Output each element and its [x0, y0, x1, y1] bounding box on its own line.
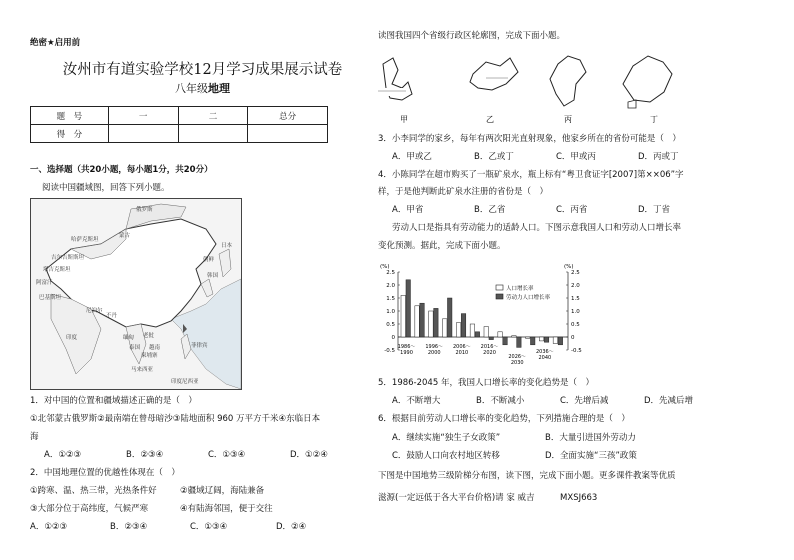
score-table-row [31, 107, 328, 125]
q6-stem: 6．根据目前劳动人口增长率的变化趋势，下列措施合理的是（ ） [378, 414, 630, 424]
population-growth-bar [484, 327, 488, 337]
confidential-mark: 绝密★启用前 [30, 38, 81, 48]
y-tick-label: 0.5 [386, 322, 395, 328]
labor-growth-bar [406, 280, 410, 337]
x-tick-label: 2010 [455, 350, 469, 356]
chart-legend [496, 284, 551, 301]
score-cell: 二 [178, 107, 248, 125]
labor-intro: 劳动人口是指具有劳动能力的适龄人口。下图示意我国人口和劳动人口增长率 [392, 223, 682, 233]
y-unit-left: (%) [380, 264, 390, 270]
x-tick-label: 2036～ [535, 349, 554, 355]
option-b[interactable]: B．不断减小 [476, 396, 525, 406]
population-growth-bar [470, 324, 474, 337]
score-input-cell[interactable] [108, 125, 178, 143]
province-yi [470, 58, 518, 124]
map-label: 缅甸 [123, 335, 135, 341]
x-tick-label: 2000 [427, 350, 441, 356]
option-c[interactable]: C．丙省 [556, 205, 588, 215]
y-unit-right: (%) [564, 264, 574, 270]
map-label: 阿富汗 [36, 280, 53, 286]
map-label: 越南 [149, 345, 161, 351]
map-label: 老挝 [143, 333, 155, 339]
q5-stem: 5．1986-2045 年，我国人口增长率的变化趋势是（ ） [378, 378, 594, 388]
map-label: 朝鲜 [203, 257, 215, 263]
x-tick-label: 2006～ [452, 344, 471, 350]
q2-stem: 2．中国地理位置的优越性体现在（ ） [30, 468, 180, 478]
legend-label: 人口增长率 [506, 286, 534, 292]
q2-options [30, 521, 370, 533]
x-tick-label: 2026～ [508, 354, 527, 360]
score-cell: 得 分 [31, 125, 109, 143]
map-label: 哈萨克斯坦 [71, 237, 99, 243]
q2-statement-3: ③大部分位于高纬度，气候严寒 [30, 504, 149, 514]
province-label: 甲 [400, 115, 408, 124]
province-label: 丙 [564, 115, 572, 124]
option-d[interactable]: D．全面实施“三孩”政策 [545, 451, 637, 461]
x-tick-label: 1986～ [397, 344, 416, 350]
map-label: 柬埔寨 [141, 353, 158, 359]
map-label: 印度尼西亚 [171, 379, 199, 385]
grade-text: 八年级 [175, 82, 208, 95]
province-ding [623, 56, 672, 124]
option-d[interactable]: D．丁省 [638, 205, 671, 215]
option-d[interactable]: D．②④ [276, 522, 307, 532]
option-b[interactable]: B．②③④ [126, 450, 164, 460]
china-map-svg [31, 199, 241, 389]
x-tick-label: 1996～ [425, 344, 444, 350]
y-tick-label: -0.5 [384, 348, 395, 354]
q1-statements: ①北邻蒙古俄罗斯②最南端在曾母暗沙③陆地面积 960 万平方千米④东临日本 [30, 414, 321, 424]
labor-growth-bar [475, 332, 479, 337]
map-label: 塔吉克斯坦 [43, 267, 71, 273]
labor-growth-bar [434, 308, 438, 337]
x-tick-label: 2016～ [480, 344, 499, 350]
population-growth-bar [401, 295, 405, 337]
option-c[interactable]: C．先增后减 [560, 396, 609, 406]
labor-growth-bar [447, 298, 451, 337]
score-cell: 题 号 [31, 107, 109, 125]
china-territory-map [30, 198, 242, 390]
y-tick-label: 2.5 [386, 270, 395, 276]
labor-growth-bar [517, 337, 521, 347]
q1-stem: 1．对中国的位置和疆域描述正确的是（ ） [30, 396, 197, 406]
population-growth-bar [443, 319, 447, 337]
option-d[interactable]: D．①②④ [290, 450, 328, 460]
population-growth-bar [498, 332, 502, 337]
population-growth-bar [429, 311, 433, 337]
population-growth-bar [539, 337, 543, 341]
y-tick-label: 1.0 [386, 309, 395, 315]
legend-swatch-population [496, 285, 503, 290]
option-b[interactable]: B．乙或丁 [474, 152, 514, 162]
province-bing [550, 56, 586, 124]
labor-growth-bar [489, 337, 493, 340]
population-growth-bar [456, 323, 460, 337]
option-c[interactable]: C．甲或丙 [556, 152, 596, 162]
score-input-cell[interactable] [248, 125, 328, 143]
population-growth-chart [378, 258, 588, 368]
option-b[interactable]: B．乙省 [474, 205, 506, 215]
y-tick-label: 0 [391, 335, 395, 341]
section-intro: 阅读中国疆域图，回答下列小题。 [42, 183, 170, 193]
map-label: 不丹 [106, 313, 118, 319]
q3-options [392, 151, 732, 163]
map-label: 菲律宾 [191, 343, 208, 349]
q2-statement-2: ②疆域辽阔，海陆兼备 [180, 486, 265, 496]
y-tick-label: 0 [571, 335, 575, 341]
option-d[interactable]: D．丙或丁 [638, 152, 679, 162]
y-tick-label: 1.0 [571, 309, 580, 315]
map-label: 巴基斯坦 [39, 295, 62, 301]
legend-swatch-labor [496, 294, 503, 299]
option-d[interactable]: D．先减后增 [644, 396, 694, 406]
exam-subtitle [30, 80, 375, 96]
map-label: 印度 [66, 335, 78, 341]
option-a[interactable]: A．不断增大 [392, 396, 441, 406]
option-c[interactable]: C．①③④ [208, 450, 246, 460]
y-tick-label: 2.5 [571, 270, 580, 276]
map-label: 马来西亚 [131, 367, 154, 373]
province-label: 乙 [486, 115, 494, 124]
x-tick-label: 2020 [483, 350, 496, 356]
exam-title: 汝州市有道实验学校12月学习成果展示试卷 [62, 62, 343, 78]
y-tick-label: 0.5 [571, 322, 580, 328]
score-table-row [31, 125, 328, 143]
population-growth-bar [415, 306, 419, 337]
map-label: 泰国 [129, 345, 141, 351]
x-tick-label: 2040 [538, 355, 552, 361]
labor-growth-bar [530, 337, 534, 345]
map-label: 尼泊尔 [86, 308, 103, 314]
y-tick-label: 2.0 [571, 283, 580, 289]
option-c[interactable]: C．鼓励人口向农村地区转移 [392, 451, 500, 461]
province-label: 丁 [650, 115, 658, 124]
map-label: 俄罗斯 [136, 207, 153, 213]
score-table [30, 106, 328, 143]
score-cell: 一 [108, 107, 178, 125]
y-tick-label: 1.5 [386, 296, 395, 302]
q4-options [392, 204, 732, 216]
population-growth-bar [526, 337, 530, 338]
labor-intro-cont: 变化预测。据此，完成下面小题。 [378, 241, 506, 251]
option-a[interactable]: A．甲或乙 [392, 152, 432, 162]
province-jia [378, 58, 412, 124]
x-tick-label: 2030 [510, 360, 524, 366]
option-c[interactable]: C．①③④ [190, 522, 228, 532]
option-a[interactable]: A．继续实施“独生子女政策” [392, 433, 501, 443]
legend-label: 劳动力人口增长率 [506, 295, 551, 301]
q3-stem: 3．小李同学的家乡，每年有两次阳光直射现象，他家乡所在的省份可能是（ ） [378, 134, 681, 144]
map-label: 吉尔吉斯斯坦 [51, 255, 85, 261]
map-label: 韩国 [207, 273, 219, 279]
q1-options [44, 449, 374, 461]
labor-growth-bar [544, 337, 548, 342]
q4-stem-cont: 样，于是他判断此矿泉水注册的省份是（ ） [378, 187, 549, 197]
footer-text-cont: 滋源(一定远低于各大平台价格)请 家 威吉 MXSJ663 [378, 493, 598, 503]
subject-text-bold: 地理 [208, 82, 230, 95]
y-tick-label: -0.5 [571, 348, 582, 354]
map-label: 蒙古 [119, 233, 131, 239]
x-tick-label: 1990 [400, 350, 413, 356]
option-a[interactable]: A．①②③ [30, 522, 68, 532]
labor-growth-bar [558, 337, 562, 345]
province-outlines [378, 44, 678, 124]
q2-statement-4: ④有陆海邻国，便于交往 [180, 504, 273, 514]
option-a[interactable]: A．①②③ [44, 450, 82, 460]
population-growth-bar [512, 336, 516, 337]
population-growth-bar [553, 337, 557, 344]
option-b[interactable]: B．大量引进国外劳动力 [545, 433, 636, 443]
score-input-cell[interactable] [178, 125, 248, 143]
map-label: 日本 [221, 243, 233, 249]
labor-growth-bar [420, 303, 424, 337]
y-tick-label: 2.0 [386, 283, 395, 289]
footer-text: 下图是中国地势三级阶梯分布图，读下图，完成下面小题。更多课件教案等优质 [378, 471, 676, 481]
option-a[interactable]: A．甲省 [392, 205, 424, 215]
labor-growth-bar [503, 337, 507, 345]
q1-statements-cont: 海 [30, 432, 39, 442]
labor-growth-bar [461, 314, 465, 337]
score-cell: 总分 [248, 107, 328, 125]
q2-statement-1: ①跨寒、温、热三带，光热条件好 [30, 486, 157, 496]
provinces-intro: 读图我国四个省级行政区轮廓图，完成下面小题。 [378, 31, 566, 41]
y-tick-label: 1.5 [571, 296, 580, 302]
section-heading: 一、选择题（共20小题，每小题1分，共20分） [30, 165, 213, 175]
q5-options [392, 395, 732, 407]
q4-stem: 4．小陈同学在超市购买了一瓶矿泉水，瓶上标有“粤卫食证字[2007]第××06”字 [378, 170, 684, 180]
option-b[interactable]: B．②③④ [110, 522, 148, 532]
